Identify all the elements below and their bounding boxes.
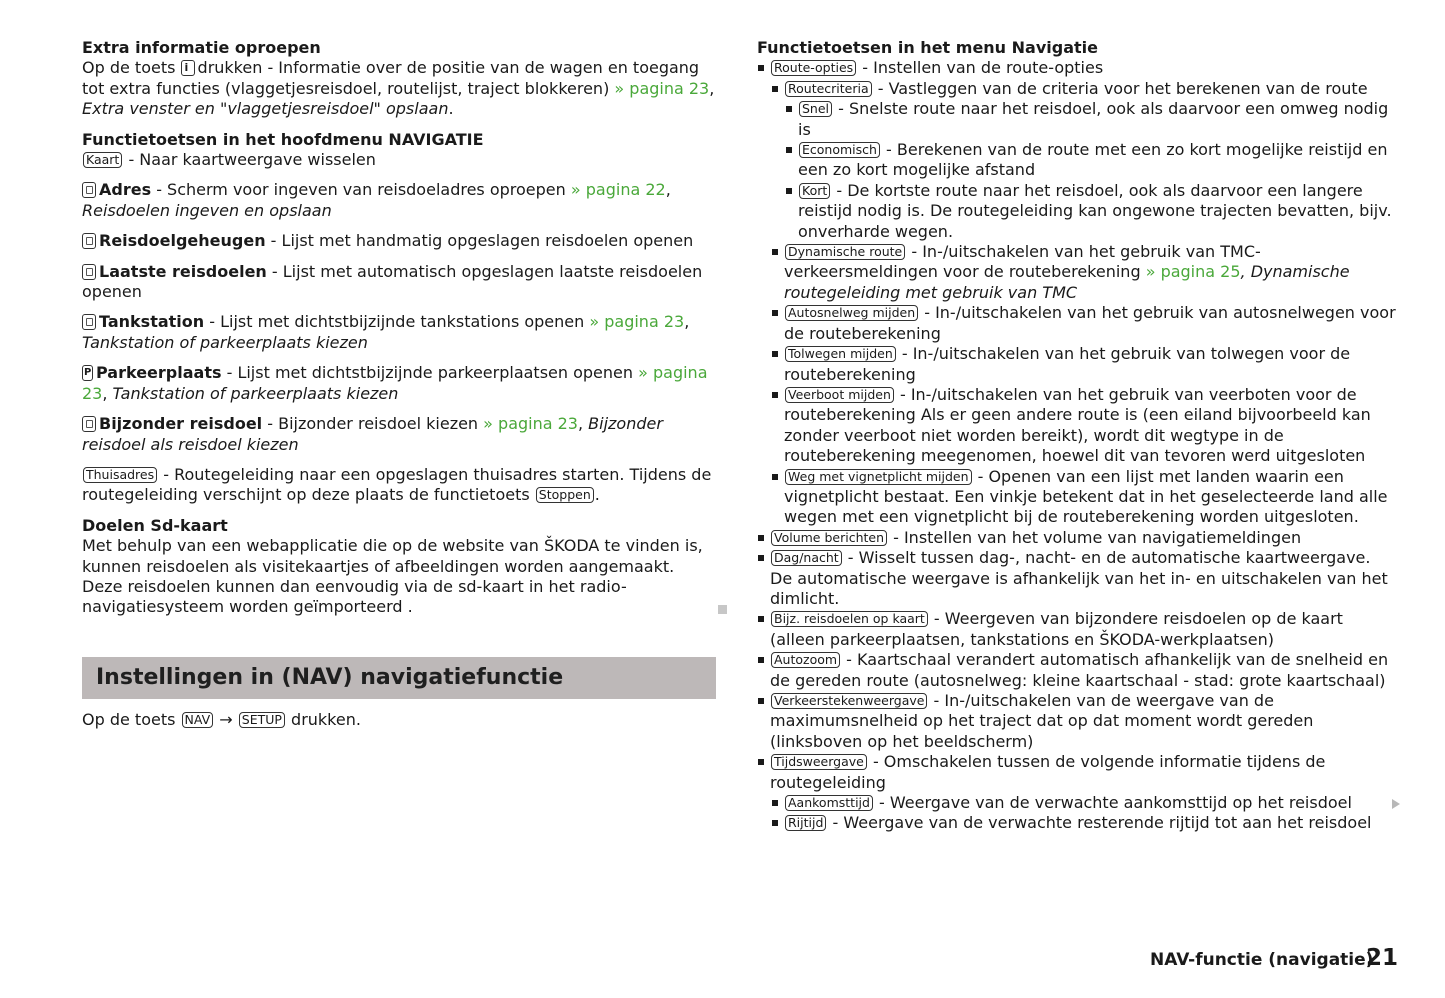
address-icon[interactable] xyxy=(82,182,96,198)
hoofdmenu-item xyxy=(82,231,716,251)
item-italic: Tankstation of parkeerplaats kiezen xyxy=(82,332,368,352)
item-text: - Weergeven van bijzondere reisdoelen op de kaart (alleen parkeerplaatsen, tankstations en ŠKODA-werkplaatsen) xyxy=(770,609,1343,649)
item-italic: Bijzonder reisdoel als reisdoel kiezen xyxy=(82,414,663,454)
item-text: - De kortste route naar het reisdoel, ook als daarvoor een langere reistijd nodig is. De routegeleiding kan ongewone trajecten bevatten, bijv. onverharde wegen. xyxy=(798,180,1392,241)
item-label: Adres xyxy=(99,180,152,200)
page-link[interactable]: » pagina 23 xyxy=(614,78,710,98)
setup-text-1: Op de toets xyxy=(82,710,176,729)
item-text: - Wisselt tussen dag-, nacht- en de automatische kaartweergave. De automatische weergave is afhankelijk van het in- en uitschakelen van het dimlicht. xyxy=(770,548,1388,608)
sd-text: Met behulp van een webapplicatie die op de website van ŠKODA te vinden is, kunnen reisdoelen als visitekaartjes of afbeeldingen worden aangemaakt. Deze reisdoelen kunnen dan eenvoudig via de sd-kaart in het radio-navigatiesysteem worden geïmporteerd . xyxy=(82,536,703,617)
nav-menu-heading: Functietoetsen in het menu Navigatie xyxy=(757,38,1098,57)
hoofdmenu-items xyxy=(82,180,716,454)
left-column xyxy=(82,38,716,618)
function-key[interactable]: Verkeerstekenweergave xyxy=(771,693,927,709)
comma: , xyxy=(577,414,584,434)
extra-info-text xyxy=(82,58,716,119)
item-text: - Bijzonder reisdoel kiezen xyxy=(262,414,484,434)
function-key[interactable]: Tolwegen mijden xyxy=(785,346,896,362)
menu-list-item xyxy=(771,79,1397,99)
item-text: - Lijst met automatisch opgeslagen laatste reisdoelen openen xyxy=(82,261,703,302)
comma: , xyxy=(684,312,690,332)
page-link[interactable]: » pagina 23 xyxy=(483,414,578,434)
nav-menu-list xyxy=(757,58,1397,833)
item-text: - Berekenen van de route met een zo kort mogelijke reistijd en een zo kort mogelijke afstand xyxy=(798,140,1388,180)
parking-icon[interactable] xyxy=(82,365,93,381)
function-key[interactable]: Autozoom xyxy=(771,652,840,668)
menu-list-item xyxy=(771,813,1397,833)
item-text: - Kaartschaal verandert automatisch afhankelijk van de snelheid en de gereden route (autosnelweg: kleine kaartschaal - stad: grote kaartschaal) xyxy=(770,650,1389,690)
item-text: - In-/uitschakelen van het gebruik van tolwegen voor de routeberekening xyxy=(784,344,1351,384)
item-label: Bijzonder reisdoel xyxy=(99,414,263,434)
menu-list-item xyxy=(771,344,1397,385)
thuis-end: . xyxy=(594,485,600,505)
menu-list-item xyxy=(785,181,1397,242)
item-text: - Lijst met dichtstbijzijnde tankstations openen xyxy=(204,312,590,332)
thuis-line xyxy=(82,465,716,506)
function-key[interactable]: Routecriteria xyxy=(785,81,872,97)
setup-line xyxy=(82,710,361,730)
page-link[interactable]: » pagina 23 xyxy=(82,363,708,403)
function-key[interactable]: Rijtijd xyxy=(785,815,826,831)
hoofdmenu-section xyxy=(82,130,716,506)
hoofdmenu-item xyxy=(82,414,716,455)
extra-italic: Extra venster en "vlaggetjesreisdoel" opslaan xyxy=(82,99,449,119)
menu-list-item xyxy=(771,242,1397,303)
function-key[interactable]: Dag/nacht xyxy=(771,550,842,566)
menu-list-item xyxy=(771,385,1397,467)
poi-icon[interactable] xyxy=(82,416,96,432)
extra-info-heading: Extra informatie oproepen xyxy=(82,38,321,57)
kaart-key[interactable]: Kaart xyxy=(83,152,122,168)
stoppen-key[interactable]: Stoppen xyxy=(536,487,594,503)
comma: , xyxy=(102,383,108,403)
page-number: 21 xyxy=(1366,945,1399,971)
item-italic: Reisdoelen ingeven en opslaan xyxy=(82,200,332,220)
hoofdmenu-item xyxy=(82,363,716,404)
item-label: Tankstation xyxy=(99,312,205,332)
function-key[interactable]: Aankomsttijd xyxy=(785,795,873,811)
extra-text-1: Op de toets xyxy=(82,58,176,78)
sd-heading: Doelen Sd-kaart xyxy=(82,515,228,535)
item-text: - Weergave van de verwachte aankomsttijd op het reisdoel xyxy=(873,793,1352,813)
item-label: Reisdoelgeheugen xyxy=(99,231,266,251)
menu-list-item xyxy=(757,609,1397,650)
extra-text-3: , xyxy=(709,78,715,98)
item-text: - In-/uitschakelen van de weergave van de maximumsnelheid op het traject dat op dat moment wordt gereden (linksboven op het beeldscherm) xyxy=(770,691,1314,751)
item-label: Parkeerplaats xyxy=(96,363,222,383)
menu-list-item xyxy=(757,548,1397,609)
menu-list-item xyxy=(757,58,1397,78)
item-text: - In-/uitschakelen van het gebruik van TMC-verkeersmeldingen voor de routeberekening xyxy=(784,242,1261,282)
recent-icon[interactable] xyxy=(82,264,96,280)
hoofdmenu-item xyxy=(82,262,716,303)
function-key[interactable]: Economisch xyxy=(799,142,880,158)
function-key[interactable]: Kort xyxy=(799,183,830,199)
setup-text-2: drukken. xyxy=(291,710,361,729)
menu-list-item xyxy=(771,793,1397,813)
menu-list-item xyxy=(757,650,1397,691)
item-text: - In-/uitschakelen van het gebruik van veerboten voor de routeberekening Als er geen andere route is (een eiland bijvoorbeeld kan zonder veerboot niet worden bereikt), wordt dit wegtype in de routeberekening meegenomen, hoewel dit van tevoren werd uitgesloten xyxy=(784,384,1371,466)
hoofdmenu-item xyxy=(82,312,716,353)
comma: , xyxy=(665,180,671,200)
continue-arrow-icon xyxy=(1392,799,1400,809)
item-text: - Openen van een lijst met landen waarin een vignetplicht bestaat. Een vinkje betekent dat in het geselecteerde land alle wegen met een vignetplicht bij de routeberekening worden uitgesloten. xyxy=(784,466,1388,527)
fuel-icon[interactable] xyxy=(82,314,96,330)
function-key[interactable]: Autosnelweg mijden xyxy=(785,305,918,321)
item-text: - Lijst met handmatig opgeslagen reisdoelen openen xyxy=(265,231,694,251)
function-key[interactable]: Bijz. reisdoelen op kaart xyxy=(771,611,928,627)
item-text: - Lijst met dichtstbijzijnde parkeerplaatsen openen xyxy=(221,363,639,383)
menu-list-item xyxy=(771,467,1397,528)
function-key[interactable]: Route-opties xyxy=(771,60,856,76)
page-link[interactable]: » pagina 23 xyxy=(589,312,685,332)
item-text: - Weergave van de verwachte resterende rijtijd tot aan het reisdoel xyxy=(827,813,1372,833)
function-key[interactable]: Volume berichten xyxy=(771,530,887,546)
page-link[interactable]: » pagina 25 xyxy=(1145,262,1241,282)
memory-icon[interactable] xyxy=(82,233,96,249)
extra-info-section xyxy=(82,38,716,120)
kaart-text: - Naar kaartweergave wisselen xyxy=(128,150,376,170)
menu-list-item xyxy=(785,99,1397,140)
section-banner: Instellingen in (NAV) navigatiefunctie xyxy=(82,657,716,699)
sd-section xyxy=(82,516,716,618)
hoofdmenu-item xyxy=(82,180,716,221)
hoofdmenu-heading: Functietoetsen in het hoofdmenu NAVIGATIE xyxy=(82,129,484,149)
menu-list-item xyxy=(771,303,1397,344)
menu-list-item xyxy=(757,691,1397,752)
section-end-marker xyxy=(718,605,727,614)
item-text: - In-/uitschakelen van het gebruik van autosnelwegen voor de routeberekening xyxy=(784,303,1396,343)
menu-list-item xyxy=(757,528,1397,548)
info-icon xyxy=(181,60,195,76)
function-key[interactable]: Dynamische route xyxy=(785,244,905,260)
item-text: - Vastleggen van de criteria voor het berekenen van de route xyxy=(872,78,1368,98)
extra-text-2: drukken - Informatie over de positie van de wagen en toegang tot extra functies (vlaggetjesreisdoel, routelijst, traject blokkeren) xyxy=(82,58,700,98)
item-text: - Instellen van de route-opties xyxy=(857,58,1104,78)
item-italic: Tankstation of parkeerplaats kiezen xyxy=(107,383,399,403)
item-text: - Snelste route naar het reisdoel, ook als daarvoor een omweg nodig is xyxy=(798,99,1389,139)
right-column xyxy=(757,38,1397,834)
kaart-line xyxy=(82,150,716,170)
footer-title: NAV-functie (navigatie) xyxy=(1150,950,1374,970)
item-italic: , Dynamische routegeleiding met gebruik van TMC xyxy=(784,262,1350,302)
thuisadres-key[interactable]: Thuisadres xyxy=(83,467,157,483)
function-key[interactable]: Weg met vignetplicht mijden xyxy=(785,469,972,485)
arrow-icon: → xyxy=(219,710,233,729)
menu-list-item xyxy=(785,140,1397,181)
menu-list-item xyxy=(757,752,1397,793)
item-text: - Omschakelen tussen de volgende informatie tijdens de routegeleiding xyxy=(770,752,1326,792)
item-label: Laatste reisdoelen xyxy=(99,261,267,281)
nav-key[interactable]: NAV xyxy=(182,712,214,728)
function-key[interactable]: Snel xyxy=(799,101,832,117)
function-key[interactable]: Veerboot mijden xyxy=(785,387,894,403)
extra-text-4: . xyxy=(448,99,454,119)
item-text: - Scherm voor ingeven van reisdoeladres oproepen xyxy=(151,180,571,200)
function-key[interactable]: Tijdsweergave xyxy=(771,754,867,770)
page-link[interactable]: » pagina 22 xyxy=(570,180,666,200)
thuis-text: - Routegeleiding naar een opgeslagen thuisadres starten. Tijdens de routegeleiding verschijnt op deze plaats de functietoets xyxy=(82,464,712,505)
setup-key[interactable]: SETUP xyxy=(239,712,285,728)
item-text: - Instellen van het volume van navigatiemeldingen xyxy=(888,527,1302,547)
